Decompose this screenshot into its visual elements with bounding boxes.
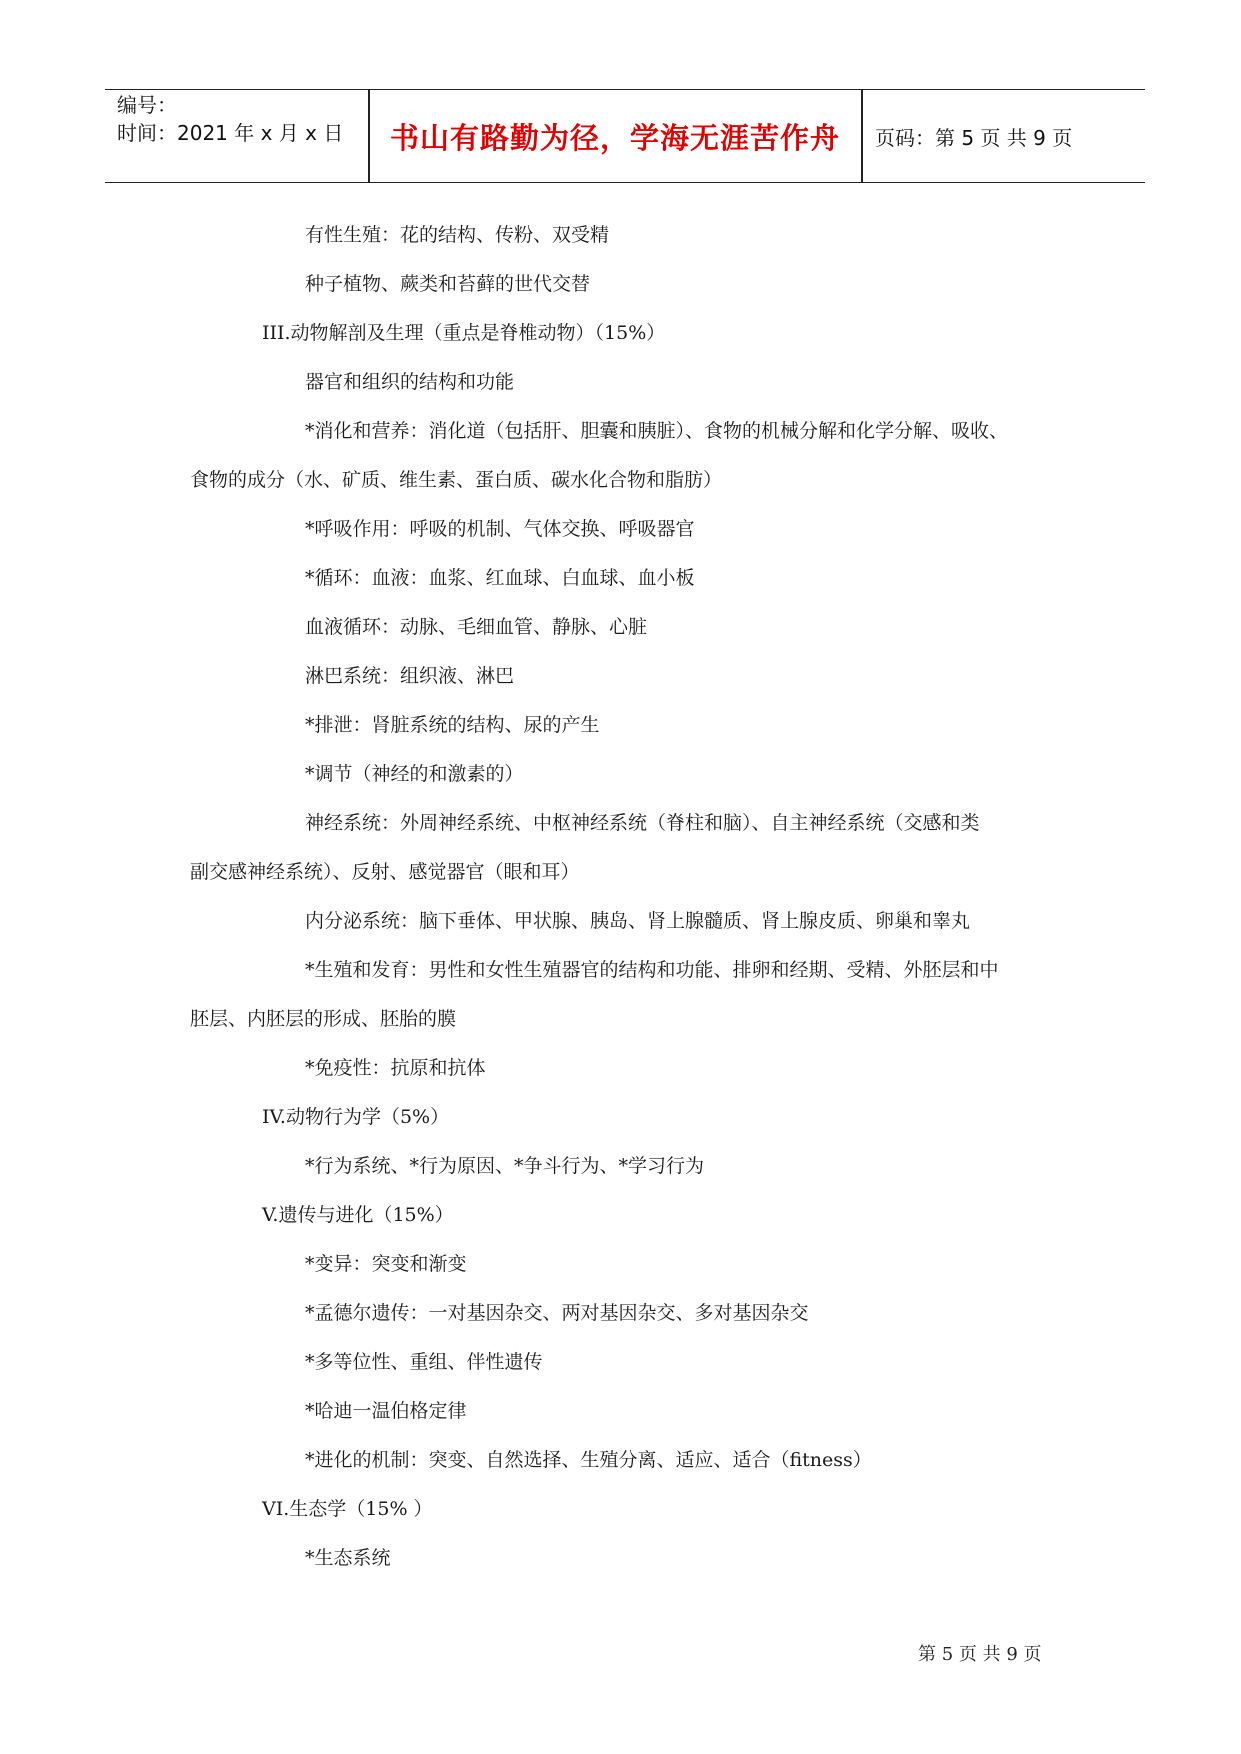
section-heading: IV.动物行为学（5%） bbox=[262, 1106, 450, 1128]
header-motto: 书山有路勤为径，学海无涯苦作舟 bbox=[389, 120, 840, 155]
body-line: 血液循环：动脉、毛细血管、静脉、心脏 bbox=[305, 616, 648, 638]
section-heading: V.遗传与进化（15%） bbox=[262, 1204, 454, 1226]
body-line: 内分泌系统：脑下垂体、甲状腺、胰岛、肾上腺髓质、肾上腺皮质、卵巢和睾丸 bbox=[305, 910, 971, 932]
body-line: 神经系统：外周神经系统、中枢神经系统（脊柱和脑）、自主神经系统（交感和类 bbox=[305, 812, 980, 834]
body-line: *呼吸作用：呼吸的机制、气体交换、呼吸器官 bbox=[305, 518, 695, 540]
body-line: 食物的成分（水、矿质、维生素、蛋白质、碳水化合物和脂肪） bbox=[190, 469, 723, 491]
body-line: 胚层、内胚层的形成、胚胎的膜 bbox=[190, 1008, 457, 1030]
body-line: *行为系统、*行为原因、*争斗行为、*学习行为 bbox=[305, 1155, 705, 1177]
body-line: *调节（神经的和激素的） bbox=[305, 763, 524, 785]
header-page-info: 页码：第 5 页 共 9 页 bbox=[875, 125, 1073, 150]
section-heading: III.动物解剖及生理（重点是脊椎动物）（15%） bbox=[262, 322, 666, 344]
body-line: *生态系统 bbox=[305, 1547, 391, 1569]
body-line: *排泄：肾脏系统的结构、尿的产生 bbox=[305, 714, 600, 736]
body-line: 器官和组织的结构和功能 bbox=[305, 371, 515, 393]
body-line: *消化和营养：消化道（包括肝、胆囊和胰脏）、食物的机械分解和化学分解、吸收、 bbox=[305, 420, 1009, 442]
body-line: 有性生殖：花的结构、传粉、双受精 bbox=[305, 224, 610, 246]
body-line: *变异：突变和渐变 bbox=[305, 1253, 467, 1275]
section-heading: VI.生态学（15% ） bbox=[262, 1498, 433, 1520]
page-header bbox=[105, 89, 1145, 183]
body-line: *多等位性、重组、伴性遗传 bbox=[305, 1351, 543, 1373]
body-line: *进化的机制：突变、自然选择、生殖分离、适应、适合（fitness） bbox=[305, 1449, 872, 1471]
body-line: *循环：血液：血浆、红血球、白血球、血小板 bbox=[305, 567, 695, 589]
page-footer: 第 5 页 共 9 页 bbox=[918, 1644, 1042, 1665]
body-line: *生殖和发育：男性和女性生殖器官的结构和功能、排卵和经期、受精、外胚层和中 bbox=[305, 959, 999, 981]
body-line: *孟德尔遗传：一对基因杂交、两对基因杂交、多对基因杂交 bbox=[305, 1302, 809, 1324]
header-divider-right bbox=[861, 90, 863, 182]
body-line: 淋巴系统：组织液、淋巴 bbox=[305, 665, 515, 687]
body-line: 副交感神经系统）、反射、感觉器官（眼和耳） bbox=[190, 861, 580, 883]
body-line: *免疫性：抗原和抗体 bbox=[305, 1057, 486, 1079]
document-number-label: 编号： bbox=[117, 93, 177, 117]
document-time: 时间：2021 年 x 月 x 日 bbox=[117, 121, 344, 145]
body-line: *哈迪一温伯格定律 bbox=[305, 1400, 467, 1422]
body-line: 种子植物、蕨类和苔藓的世代交替 bbox=[305, 273, 591, 295]
